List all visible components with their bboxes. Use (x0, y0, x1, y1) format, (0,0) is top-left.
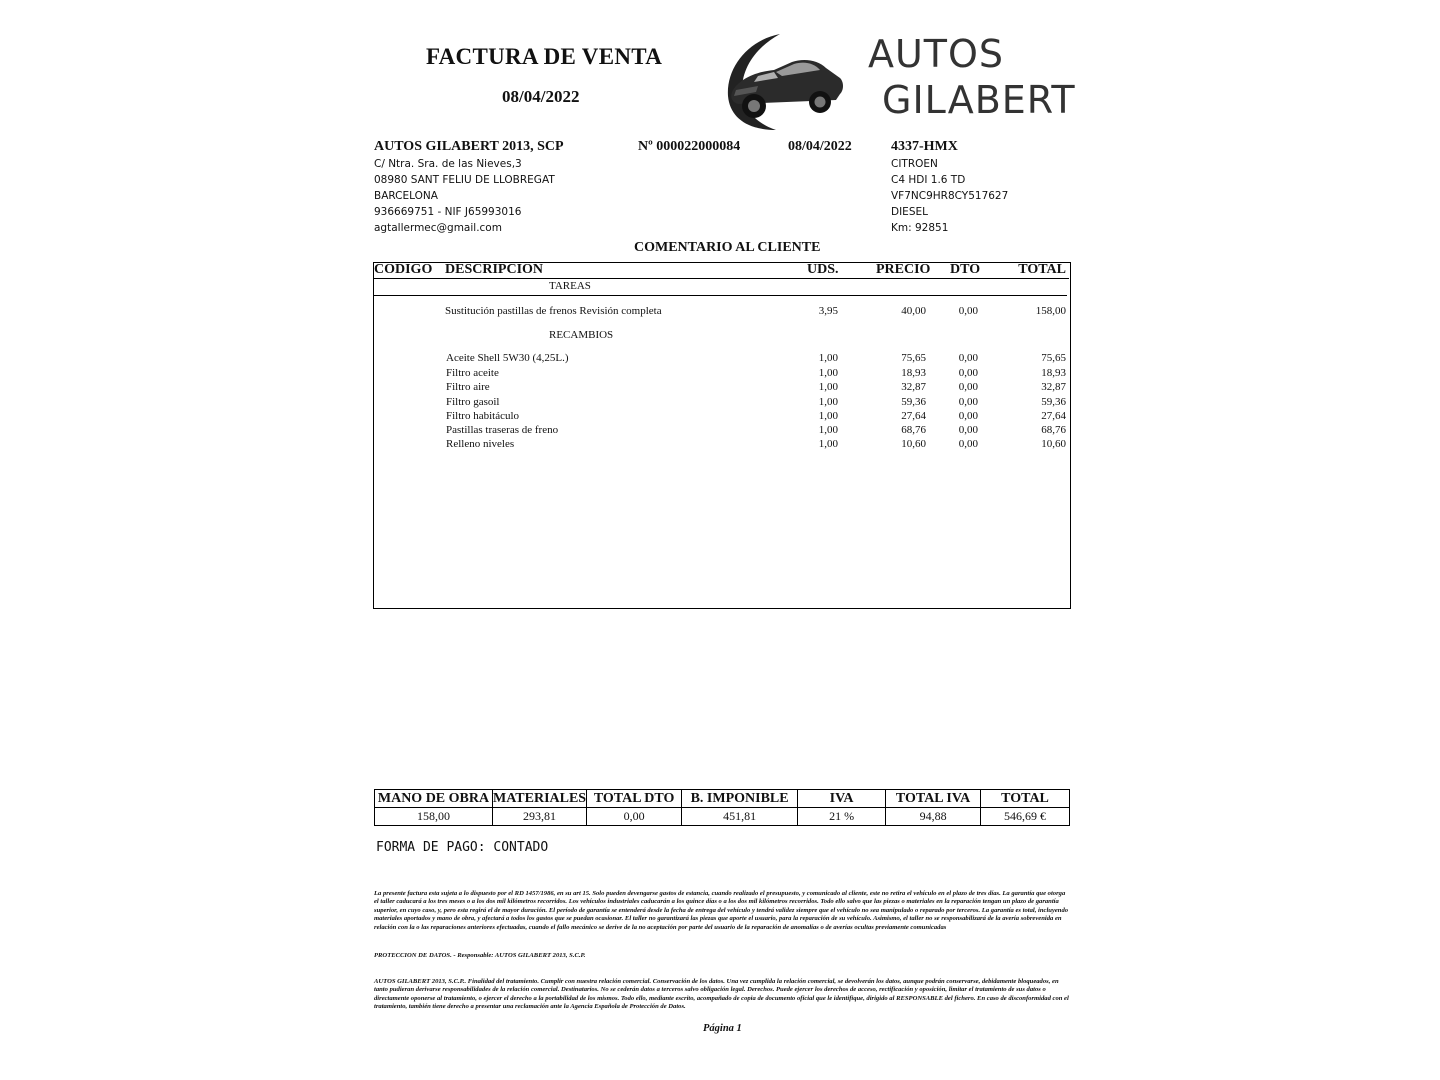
brand-name-line1: AUTOS (868, 32, 1005, 76)
part-precio: 75,65 (901, 352, 926, 364)
totals-total-dto: 0,00 (587, 808, 682, 826)
part-precio: 68,76 (901, 424, 926, 436)
part-uds: 1,00 (818, 381, 838, 393)
totals-total-iva: 94,88 (886, 808, 981, 826)
part-total: 68,76 (1041, 424, 1066, 436)
part-description: Filtro aceite (446, 367, 499, 379)
part-uds: 1,00 (818, 410, 838, 422)
seller-province: BARCELONA (374, 190, 438, 202)
totals-header-base-imponible: B. IMPONIBLE (682, 790, 798, 808)
vehicle-km: Km: 92851 (891, 222, 949, 234)
part-uds: 1,00 (818, 352, 838, 364)
part-description: Pastillas traseras de freno (446, 424, 559, 436)
section-tareas-label: TAREAS (549, 280, 591, 292)
totals-iva: 21 % (798, 808, 886, 826)
vehicle-vin: VF7NC9HR8CY517627 (891, 190, 1009, 202)
totals-mano-obra: 158,00 (375, 808, 493, 826)
seller-address: C/ Ntra. Sra. de las Nieves,3 (374, 158, 522, 170)
page-number: Página 1 (703, 1023, 742, 1034)
vehicle-plate: 4337-HMX (891, 139, 958, 154)
totals-materiales: 293,81 (493, 808, 587, 826)
col-descripcion: DESCRIPCION (445, 262, 544, 277)
part-description: Filtro gasoil (446, 396, 500, 408)
part-total: 75,65 (1041, 352, 1066, 364)
col-total: TOTAL (1018, 262, 1066, 277)
totals-header-mano-obra: MANO DE OBRA (375, 790, 493, 808)
task-dto: 0,00 (958, 305, 978, 317)
seller-email: agtallermec@gmail.com (374, 222, 502, 234)
totals-header-row (375, 790, 1070, 808)
comment-heading: COMENTARIO AL CLIENTE (634, 240, 821, 255)
part-description: Filtro aire (446, 381, 490, 393)
part-description: Filtro habitáculo (446, 410, 520, 422)
invoice-number: Nº 000022000084 (638, 139, 741, 154)
seller-phone-nif: 936669751 - NIF J65993016 (374, 206, 522, 218)
col-codigo: CODIGO (374, 262, 433, 277)
totals-header-total-iva: TOTAL IVA (886, 790, 981, 808)
vehicle-fuel: DIESEL (891, 206, 928, 218)
invoice-title: FACTURA DE VENTA (426, 44, 663, 69)
tareas-section-row (373, 279, 1067, 296)
task-precio: 40,00 (901, 305, 926, 317)
part-dto: 0,00 (958, 438, 978, 450)
seller-city: 08980 SANT FELIU DE LLOBREGAT (374, 174, 555, 186)
seller-name: AUTOS GILABERT 2013, SCP (374, 139, 564, 154)
data-protection-heading: PROTECCION DE DATOS. - Responsable: AUTOS GILABERT 2013, S.C.P. (374, 952, 586, 959)
part-dto: 0,00 (958, 367, 978, 379)
part-precio: 18,93 (901, 367, 926, 379)
privacy-policy: AUTOS GILABERT 2013, S.C.P.. Finalidad del tratamiento. Cumplir con nuestra relación comercial. Conservación de los datos. Una vez cumplida la relación comercial, se devolverán los datos, aunque podrán conservarse, debidamente bloqueados, en tanto pudieran derivarse responsabilidades de la relación comercial. Destinatarios. No se cederán datos a terceros salvo obligación legal. Derechos. Puede ejercer los derechos de acceso, rectificación y oposición, limitar el tratamiento de sus datos o directamente oponerse al tratamiento, o ejercer el derecho a la portabilidad de los mismos. Todo ello, mediante escrito, acompañado de copia de documento oficial que le identifique, dirigido al RESPONSABLE del fichero. En caso de disconformidad con el tratamiento, también tiene derecho a presentar una reclamación ante la Agencia Española de Protección de Datos. (374, 978, 1069, 1011)
part-dto: 0,00 (958, 352, 978, 364)
section-recambios-label: RECAMBIOS (549, 329, 614, 341)
part-total: 32,87 (1041, 381, 1066, 393)
part-uds: 1,00 (818, 367, 838, 379)
part-total: 10,60 (1041, 438, 1066, 450)
part-total: 59,36 (1041, 396, 1066, 408)
brand-name-line2: GILABERT (882, 78, 1076, 122)
part-dto: 0,00 (958, 396, 978, 408)
totals-header-total: TOTAL (981, 790, 1070, 808)
part-uds: 1,00 (818, 424, 838, 436)
totals-header-materiales: MATERIALES (493, 790, 587, 806)
invoice-header-date: 08/04/2022 (502, 87, 580, 106)
totals-total: 546,69 € (981, 808, 1070, 826)
totals-header-total-dto: TOTAL DTO (587, 790, 682, 808)
vehicle-model: C4 HDI 1.6 TD (891, 174, 966, 186)
part-total: 27,64 (1041, 410, 1066, 422)
totals-header-iva: IVA (798, 790, 886, 808)
col-dto: DTO (950, 262, 981, 277)
legal-conditions: La presente factura esta sujeta a lo dispuesto por el RD 1457/1986, en su art 15. Solo pueden devengarse gastos de estancia, cuando realizado el presupuesto, y comunicado al cliente, este no retira el vehículo en el plazo de tres días. La garantía que otorga el taller caducará a los tres meses o a los dos mil kilómetros recorridos. Los vehículos industriales caducarán a los quince días o a los dos mil kilómetros recorridos. Todo ello salvo que las piezas o materiales en la reparación tengan un plazo de garantía superior, en cuyo caso, y, pero esta regirá el de mayor duración. El período de garantía se entenderá desde la fecha de entrega del vehículo y tendrá validez siempre que el vehículo no sea manipulado o reparado por terceros. La garantía es total, incluyendo materiales aportados y mano de obra, y afectará a todos los gastos que se puedan ocasionar. El taller no garantizará las piezas que aporte el usuario, para la reparación de su vehículo. Asimismo, el taller no se responsabilizará de la avería sobrevenida en relación con la o las reparaciones anteriores efectuadas, cuando el fallo mecánico se derive de la no aceptación por parte del usuario de la reparación de anomalías o de averías ocultas previamente comunicadas (374, 890, 1069, 931)
part-dto: 0,00 (958, 381, 978, 393)
task-description: Sustitución pastillas de frenos Revisión completa (445, 305, 662, 317)
part-description: Aceite Shell 5W30 (4,25L.) (446, 352, 569, 364)
part-precio: 27,64 (901, 410, 926, 422)
col-precio: PRECIO (876, 262, 931, 277)
task-total: 158,00 (1035, 305, 1066, 317)
part-total: 18,93 (1041, 367, 1066, 379)
totals-value-row (375, 808, 1070, 826)
totals-base-imponible: 451,81 (682, 808, 798, 826)
payment-method: FORMA DE PAGO: CONTADO (376, 840, 549, 855)
part-uds: 1,00 (818, 396, 838, 408)
invoice-date: 08/04/2022 (788, 139, 852, 154)
car-logo-icon (718, 30, 848, 134)
part-precio: 32,87 (901, 381, 926, 393)
part-uds: 1,00 (818, 438, 838, 450)
part-dto: 0,00 (958, 424, 978, 436)
part-description: Relleno niveles (446, 438, 515, 450)
part-precio: 10,60 (901, 438, 926, 450)
totals-table (374, 789, 1070, 826)
part-precio: 59,36 (901, 396, 926, 408)
vehicle-make: CITROEN (891, 158, 938, 170)
col-uds: UDS. (807, 262, 839, 277)
task-uds: 3,95 (818, 305, 838, 317)
part-dto: 0,00 (958, 410, 978, 422)
